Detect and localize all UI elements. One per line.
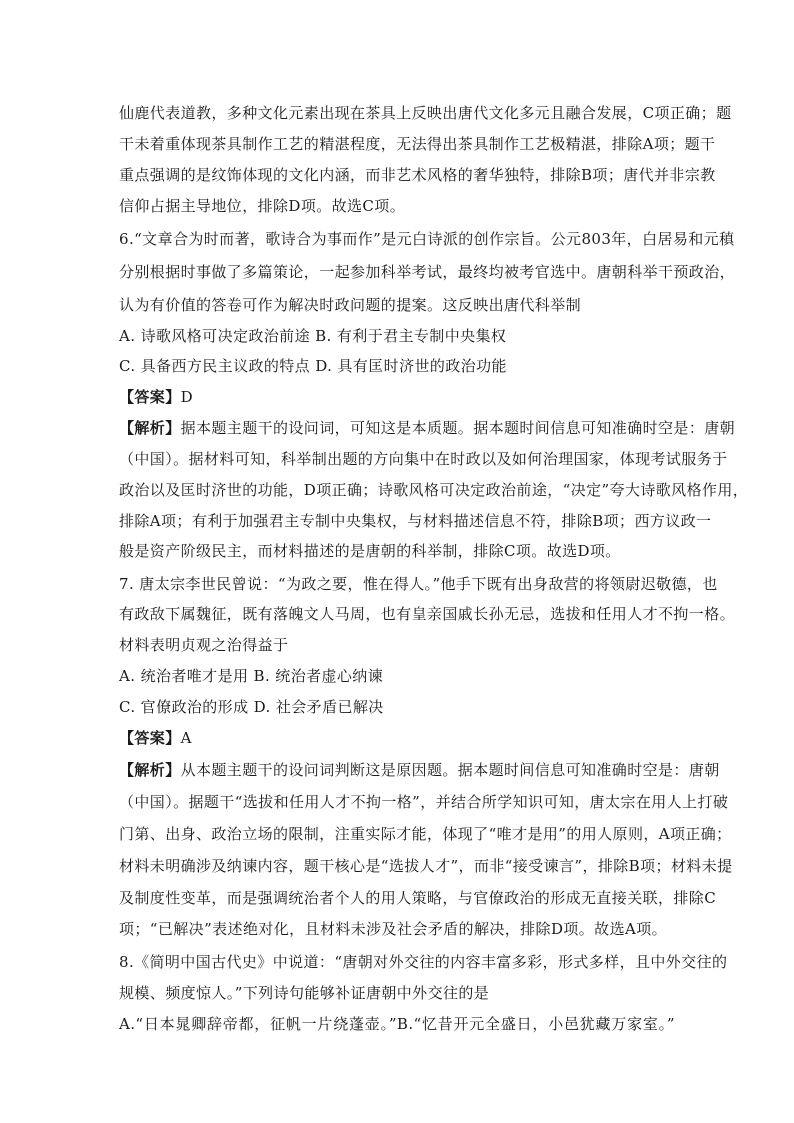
question-6-stem-line: 分别根据时事做了多篇策论，一起参加科举考试，最终均被考官选中。唐朝科举干预政治， <box>119 263 736 281</box>
question-6-options-row: C. 具备西方民主议政的特点 D. 具有匡时济世的政治功能 <box>119 357 507 375</box>
question-7-analysis-line: 材料未明确涉及纳谏内容，题干核心是“选拔人才”，而非“接受谏言”，排除B项；材料未提 <box>119 857 733 875</box>
answer-tag: 【答案】 <box>119 729 181 747</box>
question-7-answer <box>119 728 192 748</box>
question-7-stem-line: 有政敌下属魏征，既有落魄文人马周，也有皇亲国戚长孙无忌，选拔和任用人才不拘一格。 <box>119 605 736 623</box>
question-6-stem-line: 认为有价值的答卷可作为解决时政问题的提案。这反映出唐代科举制 <box>119 296 582 314</box>
question-6-options-row: A. 诗歌风格可决定政治前途 B. 有利于君主专制中央集权 <box>119 327 507 345</box>
analysis-tag: 【解析】 <box>119 761 181 779</box>
question-6-analysis-line: 【解析】据本题主题干的设问词，可知这是本质题。据本题时间信息可知准确时空是：唐朝 <box>119 419 736 437</box>
question-6-answer <box>119 387 193 407</box>
question-8-stem-line: 规模、频度惊人。”下列诗句能够补证唐朝中外交往的是 <box>119 984 490 1002</box>
question-6-analysis-line: （中国）。据材料可知，科举制出题的方向集中在时政以及如何治理国家，体现考试服务于 <box>119 450 728 468</box>
question-6-stem-line: 6.“文章合为时而著，歌诗合为事而作”是元白诗派的创作宗旨。公元803年，白居易和元稹 <box>119 230 735 248</box>
question-7-stem-line: 材料表明贞观之治得益于 <box>119 636 289 654</box>
question-7-options-row: C. 官僚政治的形成 D. 社会矛盾已解决 <box>119 698 384 716</box>
question-7-analysis-line: （中国）。据题干“选拔和任用人才不拘一格”，并结合所学知识可知，唐太宗在用人上打破 <box>119 793 729 811</box>
answer-value: D <box>180 388 194 406</box>
question-7-analysis-line: 门第、出身、政治立场的限制，注重实际才能，体现了“唯才是用”的用人原则，A项正确； <box>119 825 732 843</box>
answer-tag: 【答案】 <box>119 388 181 406</box>
analysis-tag: 【解析】 <box>119 419 181 437</box>
intro-line: 重点强调的是纹饰体现的文化内涵，而非艺术风格的奢华独特，排除B项；唐代并非宗教 <box>119 166 716 184</box>
question-8-stem-line: 8.《简明中国古代史》中说道：“唐朝对外交往的内容丰富多彩，形式多样，且中外交往的 <box>119 953 728 971</box>
question-8-options-row: A.“日本晁卿辞帝都，征帆一片绕蓬壶。”B.“忆昔开元全盛日，小邑犹藏万家室。” <box>119 1015 675 1033</box>
question-6-analysis-line: 般是资产阶级民主，而材料描述的是唐朝的科举制，排除C项。故选D项。 <box>119 542 621 560</box>
intro-line: 仙鹿代表道教，多种文化元素出现在茶具上反映出唐代文化多元且融合发展，C项正确；题 <box>119 104 732 122</box>
question-6-analysis-line: 排除A项；有利于加强君主专制中央集权，与材料描述信息不符，排除B项；西方议政一 <box>119 512 712 530</box>
question-7-stem-line: 7. 唐太宗李世民曾说：“为政之要，惟在得人。”他手下既有出身敌营的将领尉迟敬德，也 <box>119 575 718 593</box>
intro-line: 干未着重体现茶具制作工艺的精湛程度，无法得出茶具制作工艺极精湛，排除A项；题干 <box>119 135 716 153</box>
question-7-analysis-line: 及制度性变革，而是强调统治者个人的用人策略，与官僚政治的形成无直接关联，排除C <box>119 889 717 907</box>
answer-value: A <box>180 729 192 747</box>
question-7-analysis-line: 【解析】从本题主题干的设问词判断这是原因题。据本题时间信息可知准确时空是：唐朝 <box>119 761 720 779</box>
question-6-analysis-line: 政治以及匡时济世的功能，D项正确；诗歌风格可决定政治前途，“决定”夸大诗歌风格作用， <box>119 481 749 499</box>
question-7-options-row: A. 统治者唯才是用 B. 统治者虚心纳谏 <box>119 667 384 685</box>
intro-line: 信仰占据主导地位，排除D项。故选C项。 <box>119 197 406 215</box>
question-7-analysis-line: 项；“已解决”表述绝对化，且材料未涉及社会矛盾的解决，排除D项。故选A项。 <box>119 920 667 938</box>
